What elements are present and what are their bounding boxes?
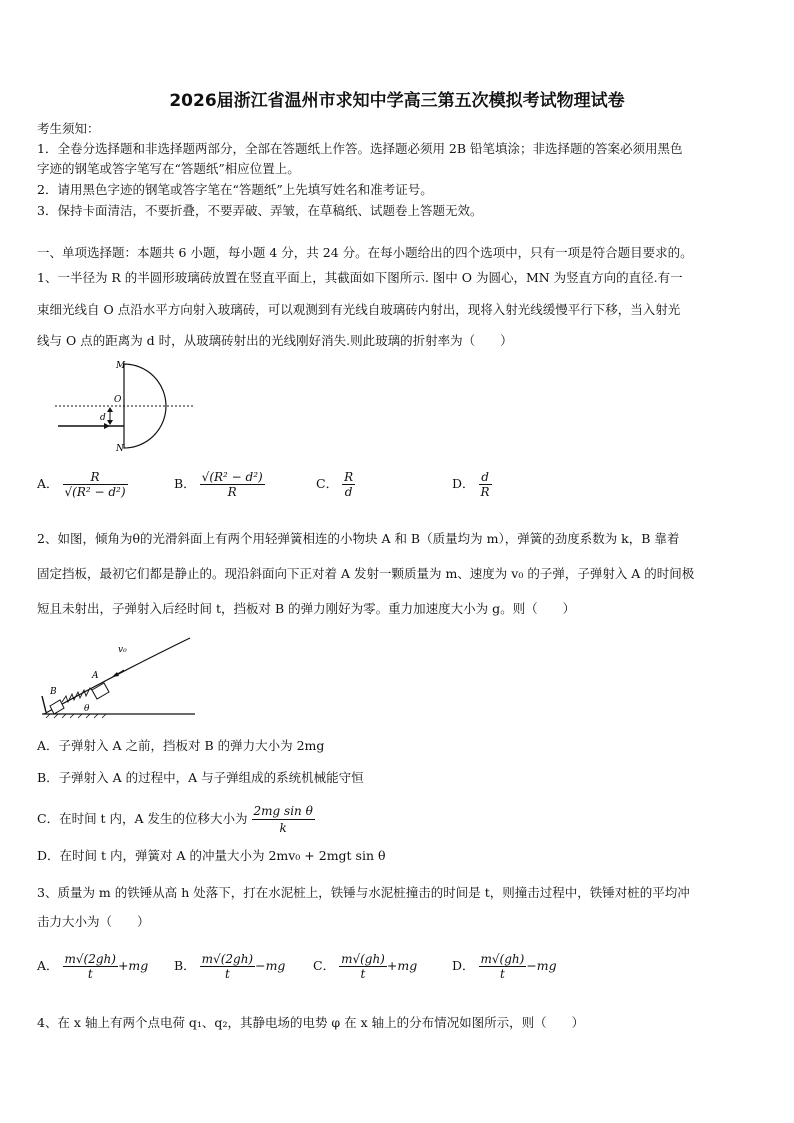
q2-figure <box>40 632 200 724</box>
q4-text: 4、在 x 轴上有两个点电荷 q₁、q₂，其静电场的电势 φ 在 x 轴上的分布情况如图所示，则（ ） <box>37 1015 585 1030</box>
q2-option-a: A．子弹射入 A 之前，挡板对 B 的弹力大小为 2mg <box>37 738 325 753</box>
label-M: M <box>116 361 126 371</box>
q1-option-c: C． $\frac{R}{d}$ <box>316 470 354 499</box>
notice-item: 2．请用黑色字迹的钢笔或答字笔在“答题纸”上先填写姓名和准考证号。 <box>37 182 433 197</box>
q1-text: 束细光线自 O 点沿水平方向射入玻璃砖，可以观测到有光线自玻璃砖内射出，现将入射光线缓慢平行下移，当入射光 <box>37 302 681 317</box>
q3-text: 3、质量为 m 的铁锤从高 h 处落下，打在水泥桩上，铁锤与水泥桩撞击的时间是 t，则撞击过程中，铁锤对桩的平均冲 <box>37 885 690 900</box>
label-O: O <box>114 395 122 405</box>
notice-heading: 考生须知： <box>37 121 100 136</box>
q2-option-d: D．在时间 t 内，弹簧对 A 的冲量大小为 2mv₀ + 2mgt sin θ <box>37 848 386 863</box>
label-A: A <box>92 671 99 681</box>
label-d: d <box>100 413 106 423</box>
q3-option-c: C． $\frac{m√(gh)}{t}$ +mg <box>313 952 418 981</box>
notice-item: 1．全卷分选择题和非选择题两部分，全部在答题纸上作答。选择题必须用 2B 铅笔填涂；非选择题的答案必须用黑色 <box>37 141 683 156</box>
q3-text: 击力大小为（ ） <box>37 914 150 929</box>
q2-text: 固定挡板，最初它们都是静止的。现沿斜面向下正对着 A 发射一颗质量为 m、速度为 v₀ 的子弹，子弹射入 A 的时间极 <box>37 566 695 581</box>
page-title: 2026届浙江省温州市求知中学高三第五次模拟考试物理试卷 <box>169 91 625 111</box>
q2-option-b: B．子弹射入 A 的过程中，A 与子弹组成的系统机械能守恒 <box>37 770 364 785</box>
q1-text: 线与 O 点的距离为 d 时，从玻璃砖射出的光线刚好消失.则此玻璃的折射率为（ ） <box>37 333 513 348</box>
q1-figure <box>50 358 200 458</box>
q2-text: 短且未射出，子弹射入后经时间 t，挡板对 B 的弹力刚好为零。重力加速度大小为 g。则（ ） <box>37 601 576 616</box>
label-theta: θ <box>84 704 90 714</box>
label-B: B <box>50 687 57 697</box>
q1-option-b: B． $\frac{\text{√(R² − d²)}}{R}$ <box>174 470 263 499</box>
q3-option-b: B． $\frac{m√(2gh)}{t}$ −mg <box>174 952 286 981</box>
q3-option-d: D． $\frac{m√(gh)}{t}$ −mg <box>452 952 557 981</box>
notice-item: 字迹的钢笔或答字笔写在“答题纸”相应位置上。 <box>37 161 300 176</box>
label-v0: v₀ <box>118 645 127 655</box>
q1-option-a: A． $\frac{R}{\text{√(R² − d²)}}$ <box>37 470 126 499</box>
section-heading: 一、单项选择题：本题共 6 小题，每小题 4 分，共 24 分。在每小题给出的四个选项中，只有一项是符合题目要求的。 <box>37 245 693 260</box>
q1-option-d: D． $\frac{d}{R}$ <box>452 470 490 499</box>
label-N: N <box>116 444 124 454</box>
q3-option-a: A． $\frac{m√(2gh)}{t}$ +mg <box>37 952 149 981</box>
q2-option-c: C．在时间 t 内，A 发生的位移大小为 $\frac{\text{2mg sin θ}}{k}$ <box>37 804 313 835</box>
notice-item: 3．保持卡面清洁，不要折叠，不要弄破、弄皱，在草稿纸、试题卷上答题无效。 <box>37 203 483 218</box>
q1-text: 1、一半径为 R 的半圆形玻璃砖放置在竖直平面上，其截面如下图所示. 图中 O 为圆心，MN 为竖直方向的直径.有一 <box>37 270 683 285</box>
q2-text: 2、如图，倾角为θ的光滑斜面上有两个用轻弹簧相连的小物块 A 和 B（质量均为 m），弹簧的劲度系数为 k，B 靠着 <box>37 531 680 546</box>
